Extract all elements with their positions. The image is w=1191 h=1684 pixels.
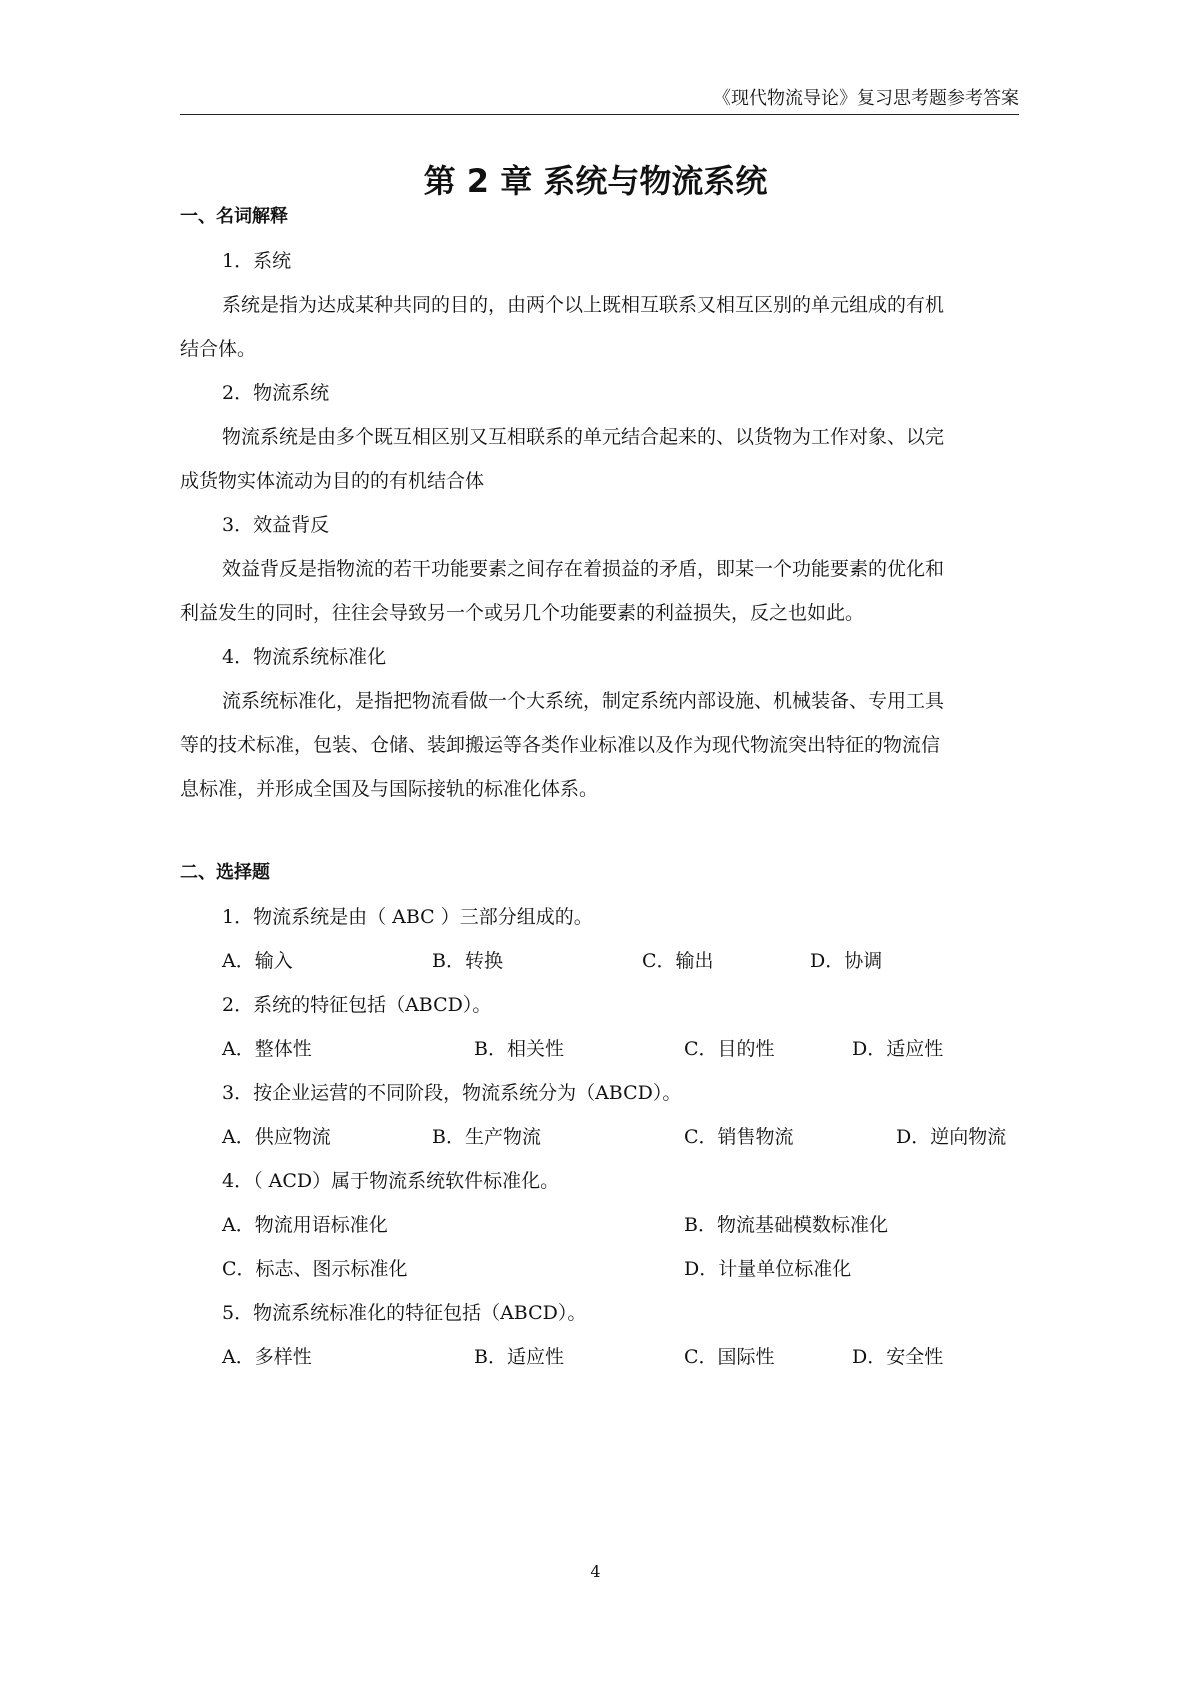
option-2b: B．相关性	[474, 1038, 564, 1060]
term-definition-line: 结合体。	[180, 338, 257, 360]
term-definition-line: 成货物实体流动为目的的有机结合体	[180, 470, 485, 492]
running-header: 《现代物流导论》复习思考题参考答案	[180, 84, 1019, 115]
option-4c: C．标志、图示标准化	[222, 1258, 408, 1280]
question-1: 1．物流系统是由（ ABC ）三部分组成的。	[222, 906, 593, 928]
term-definition-line: 系统是指为达成某种共同的目的，由两个以上既相互联系又相互区别的单元组成的有机	[222, 294, 945, 316]
question-5: 5．物流系统标准化的特征包括（ABCD）。	[222, 1302, 587, 1324]
option-3c: C．销售物流	[684, 1126, 794, 1148]
question-4: 4．（ ACD）属于物流系统软件标准化。	[222, 1170, 560, 1192]
term-definition-line: 物流系统是由多个既互相区别又互相联系的单元结合起来的、以货物为工作对象、以完	[222, 426, 945, 448]
question-2: 2．系统的特征包括（ABCD）。	[222, 994, 492, 1016]
option-5a: A．多样性	[222, 1346, 312, 1368]
term-definition-line: 效益背反是指物流的若干功能要素之间存在着损益的矛盾，即某一个功能要素的优化和	[222, 558, 945, 580]
option-1b: B．转换	[432, 950, 503, 972]
option-1c: C．输出	[642, 950, 714, 972]
term-label-logistics-system: 2．物流系统	[222, 382, 330, 404]
option-1d: D．协调	[810, 950, 883, 972]
question-3: 3．按企业运营的不同阶段，物流系统分为（ABCD）。	[222, 1082, 682, 1104]
option-3d: D．逆向物流	[896, 1126, 1007, 1148]
term-label-tradeoff: 3．效益背反	[222, 514, 330, 536]
term-definition-line: 息标准，并形成全国及与国际接轨的标准化体系。	[180, 778, 599, 800]
option-4b: B．物流基础模数标准化	[684, 1214, 888, 1236]
option-4a: A．物流用语标准化	[222, 1214, 388, 1236]
section-heading-definitions: 一、名词解释	[180, 206, 288, 227]
option-4d: D．计量单位标准化	[684, 1258, 852, 1280]
option-3a: A．供应物流	[222, 1126, 331, 1148]
term-definition-line: 利益发生的同时，往往会导致另一个或另几个功能要素的利益损失，反之也如此。	[180, 602, 865, 624]
term-label-standardization: 4．物流系统标准化	[222, 646, 387, 668]
term-definition-line: 流系统标准化，是指把物流看做一个大系统，制定系统内部设施、机械装备、专用工具	[222, 690, 945, 712]
chapter-title: 第 2 章 系统与物流系统	[423, 162, 768, 200]
option-2a: A．整体性	[222, 1038, 312, 1060]
option-1a: A．输入	[222, 950, 293, 972]
option-2d: D．适应性	[852, 1038, 944, 1060]
option-2c: C．目的性	[684, 1038, 775, 1060]
term-definition-line: 等的技术标准，包装、仓储、装卸搬运等各类作业标准以及作为现代物流突出特征的物流信	[180, 734, 941, 756]
term-label-system: 1．系统	[222, 250, 292, 272]
option-5d: D．安全性	[852, 1346, 944, 1368]
section-heading-choices: 二、选择题	[180, 862, 270, 883]
option-5c: C．国际性	[684, 1346, 775, 1368]
page-number: 4	[590, 1562, 601, 1581]
option-5b: B．适应性	[474, 1346, 564, 1368]
option-3b: B．生产物流	[432, 1126, 541, 1148]
